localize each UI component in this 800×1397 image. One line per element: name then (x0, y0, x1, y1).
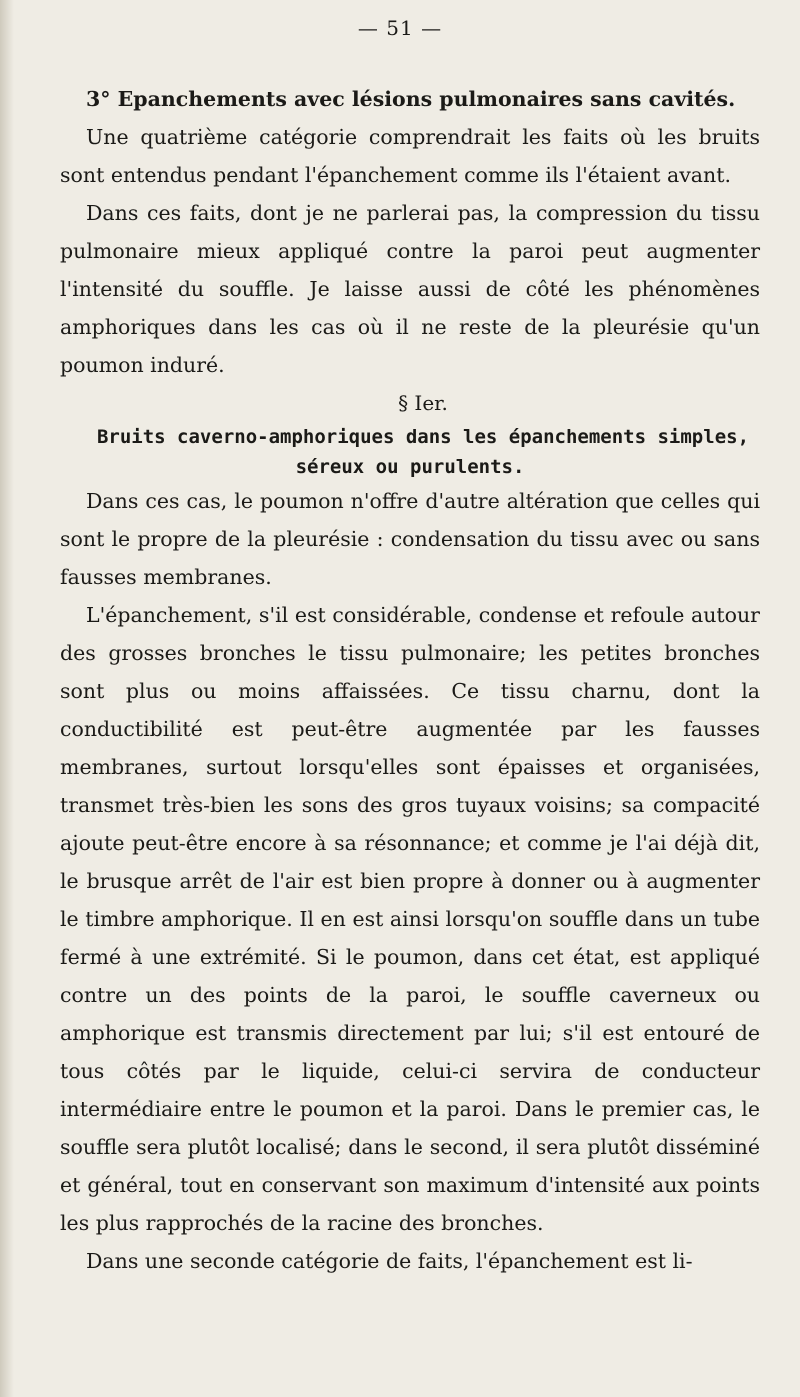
paragraph-1: Une quatrième catégorie comprendrait les faits où les bruits sont entendus pendant l'épanchement comme ils l'étaient avant. (60, 125, 760, 187)
paragraph-4: L'épanchement, s'il est considérable, condense et refoule autour des grosses bronches le tissu pulmonaire; les petites bronches sont plus ou moins affaissées. Ce tissu charnu, dont la conductibilité est peut-être augmentée par les fausses membranes, surtout lorsqu'elles sont épaisses et organisées, transmet très-bien les sons des gros tuyaux voisins; sa compacité ajoute peut-être encore à sa résonnance; et comme je l'ai déjà dit, le brusque arrêt de l'air est bien propre à donner ou à augmenter le timbre amphorique. Il en est ainsi lorsqu'on souffle dans un tube fermé à une extrémité. Si le poumon, dans cet état, est appliqué contre un des points de la paroi, le souffle caverneux ou amphorique est transmis directement par lui; s'il est entouré de tous côtés par le liquide, celui-ci servira de conducteur intermédiaire entre le poumon et la paroi. Dans le premier cas, le souffle sera plutôt localisé; dans le second, il sera plutôt disséminé et général, tout en conservant son maximum d'intensité aux points les plus rapprochés de la racine des bronches. (60, 603, 760, 1235)
page-number: — 51 — (357, 16, 443, 40)
paragraph-5: Dans une seconde catégorie de faits, l'épanchement est li- (86, 1249, 693, 1273)
paragraph-2: Dans ces faits, dont je ne parlerai pas, la compression du tissu pulmonaire mieux appliqué contre la paroi peut augmenter l'intensité du souffle. Je laisse aussi de côté les phénomènes amphoriques dans les cas où il ne reste de la pleurésie qu'un poumon induré. (60, 201, 760, 377)
paragraph-3: Dans ces cas, le poumon n'offre d'autre altération que celles qui sont le propre de la pleurésie : condensation du tissu avec ou sans fausses membranes. (60, 489, 760, 589)
subsection-heading: 3° Epanchements avec lésions pulmonaires sans cavités. (86, 87, 736, 111)
section-title: Bruits caverno-amphoriques dans les épanchements simples, séreux ou purulents. (96, 426, 750, 478)
binding-gutter-shadow (0, 0, 14, 1397)
body-text (60, 80, 760, 1280)
section-mark: § Ier. (398, 391, 448, 415)
